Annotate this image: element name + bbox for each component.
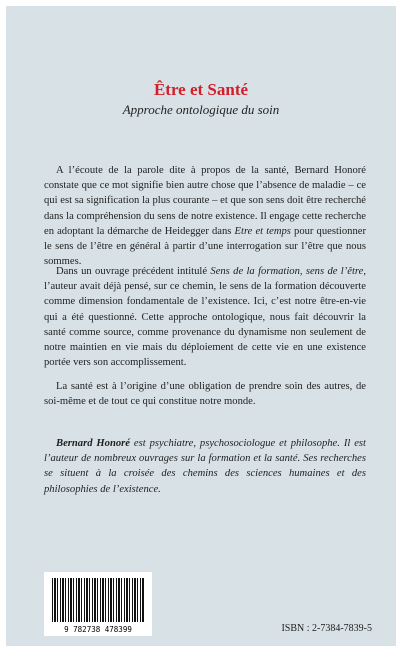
summary-paragraph-1-book-reference: Etre et temps	[234, 225, 291, 237]
author-bio-text: est psychiatre, psychosociologue et philosophe. Il est l’auteur de nombreux ouvrages sur la formation et la santé. Ses recherches se situent à la croisée des chemins des sciences humaines et des philosophies de l’existence.	[44, 438, 366, 495]
summary-paragraph-1-text-end: pour questionner le sens de l’être en général à partir d’une interrogation sur l’être que nous sommes.	[44, 225, 366, 268]
summary-paragraph-2-text-end: , l’auteur avait déjà pensé, sur ce chemin, le sens de la formation découverte comme dimension fondamentale de l’existence. Ici, c’est notre être-en-vie qui a été questionné. Cette approche ontologique, nous fait découvrir la santé comme source, comme provenance du dynamisme non seulement de notre maintien en vie mais du déploiement de cette vie en une existence portée vers son accomplissement.	[44, 266, 366, 369]
barcode	[44, 572, 152, 636]
summary-paragraph-2-text: Dans un ouvrage précédent intitulé	[56, 266, 211, 277]
author-bio	[44, 436, 366, 497]
summary-paragraph-3: La santé est à l’origine d’une obligation de prendre soin des autres, de soi-même et de tout ce qui constitue notre monde.	[44, 381, 366, 408]
summary-paragraph-2-book-reference: Sens de la formation, sens de l’être	[210, 266, 364, 277]
summary-paragraph-2	[44, 264, 366, 370]
summary-paragraph-1-text: A l’écoute de la parole dite à propos de la santé, Bernard Honoré constate que ce mot signifie bien autre chose que l’absence de maladie – ce qui est sa signification la plus courante – et que son sens doit être recherché dans la compréhension du sens de notre existence. Il engage cette recherche en adoptant la démarche de Heidegger dans	[44, 165, 366, 237]
book-subtitle: Approche ontologique du soin	[122, 102, 280, 117]
barcode-bars	[52, 578, 144, 622]
barcode-number: 9 782738 478399	[64, 625, 132, 634]
book-title: Être et Santé	[153, 80, 249, 99]
author-name: Bernard Honoré	[56, 438, 130, 449]
isbn-label: ISBN : 2-7384-7839-5	[281, 623, 372, 634]
summary-paragraph-1	[44, 163, 366, 269]
